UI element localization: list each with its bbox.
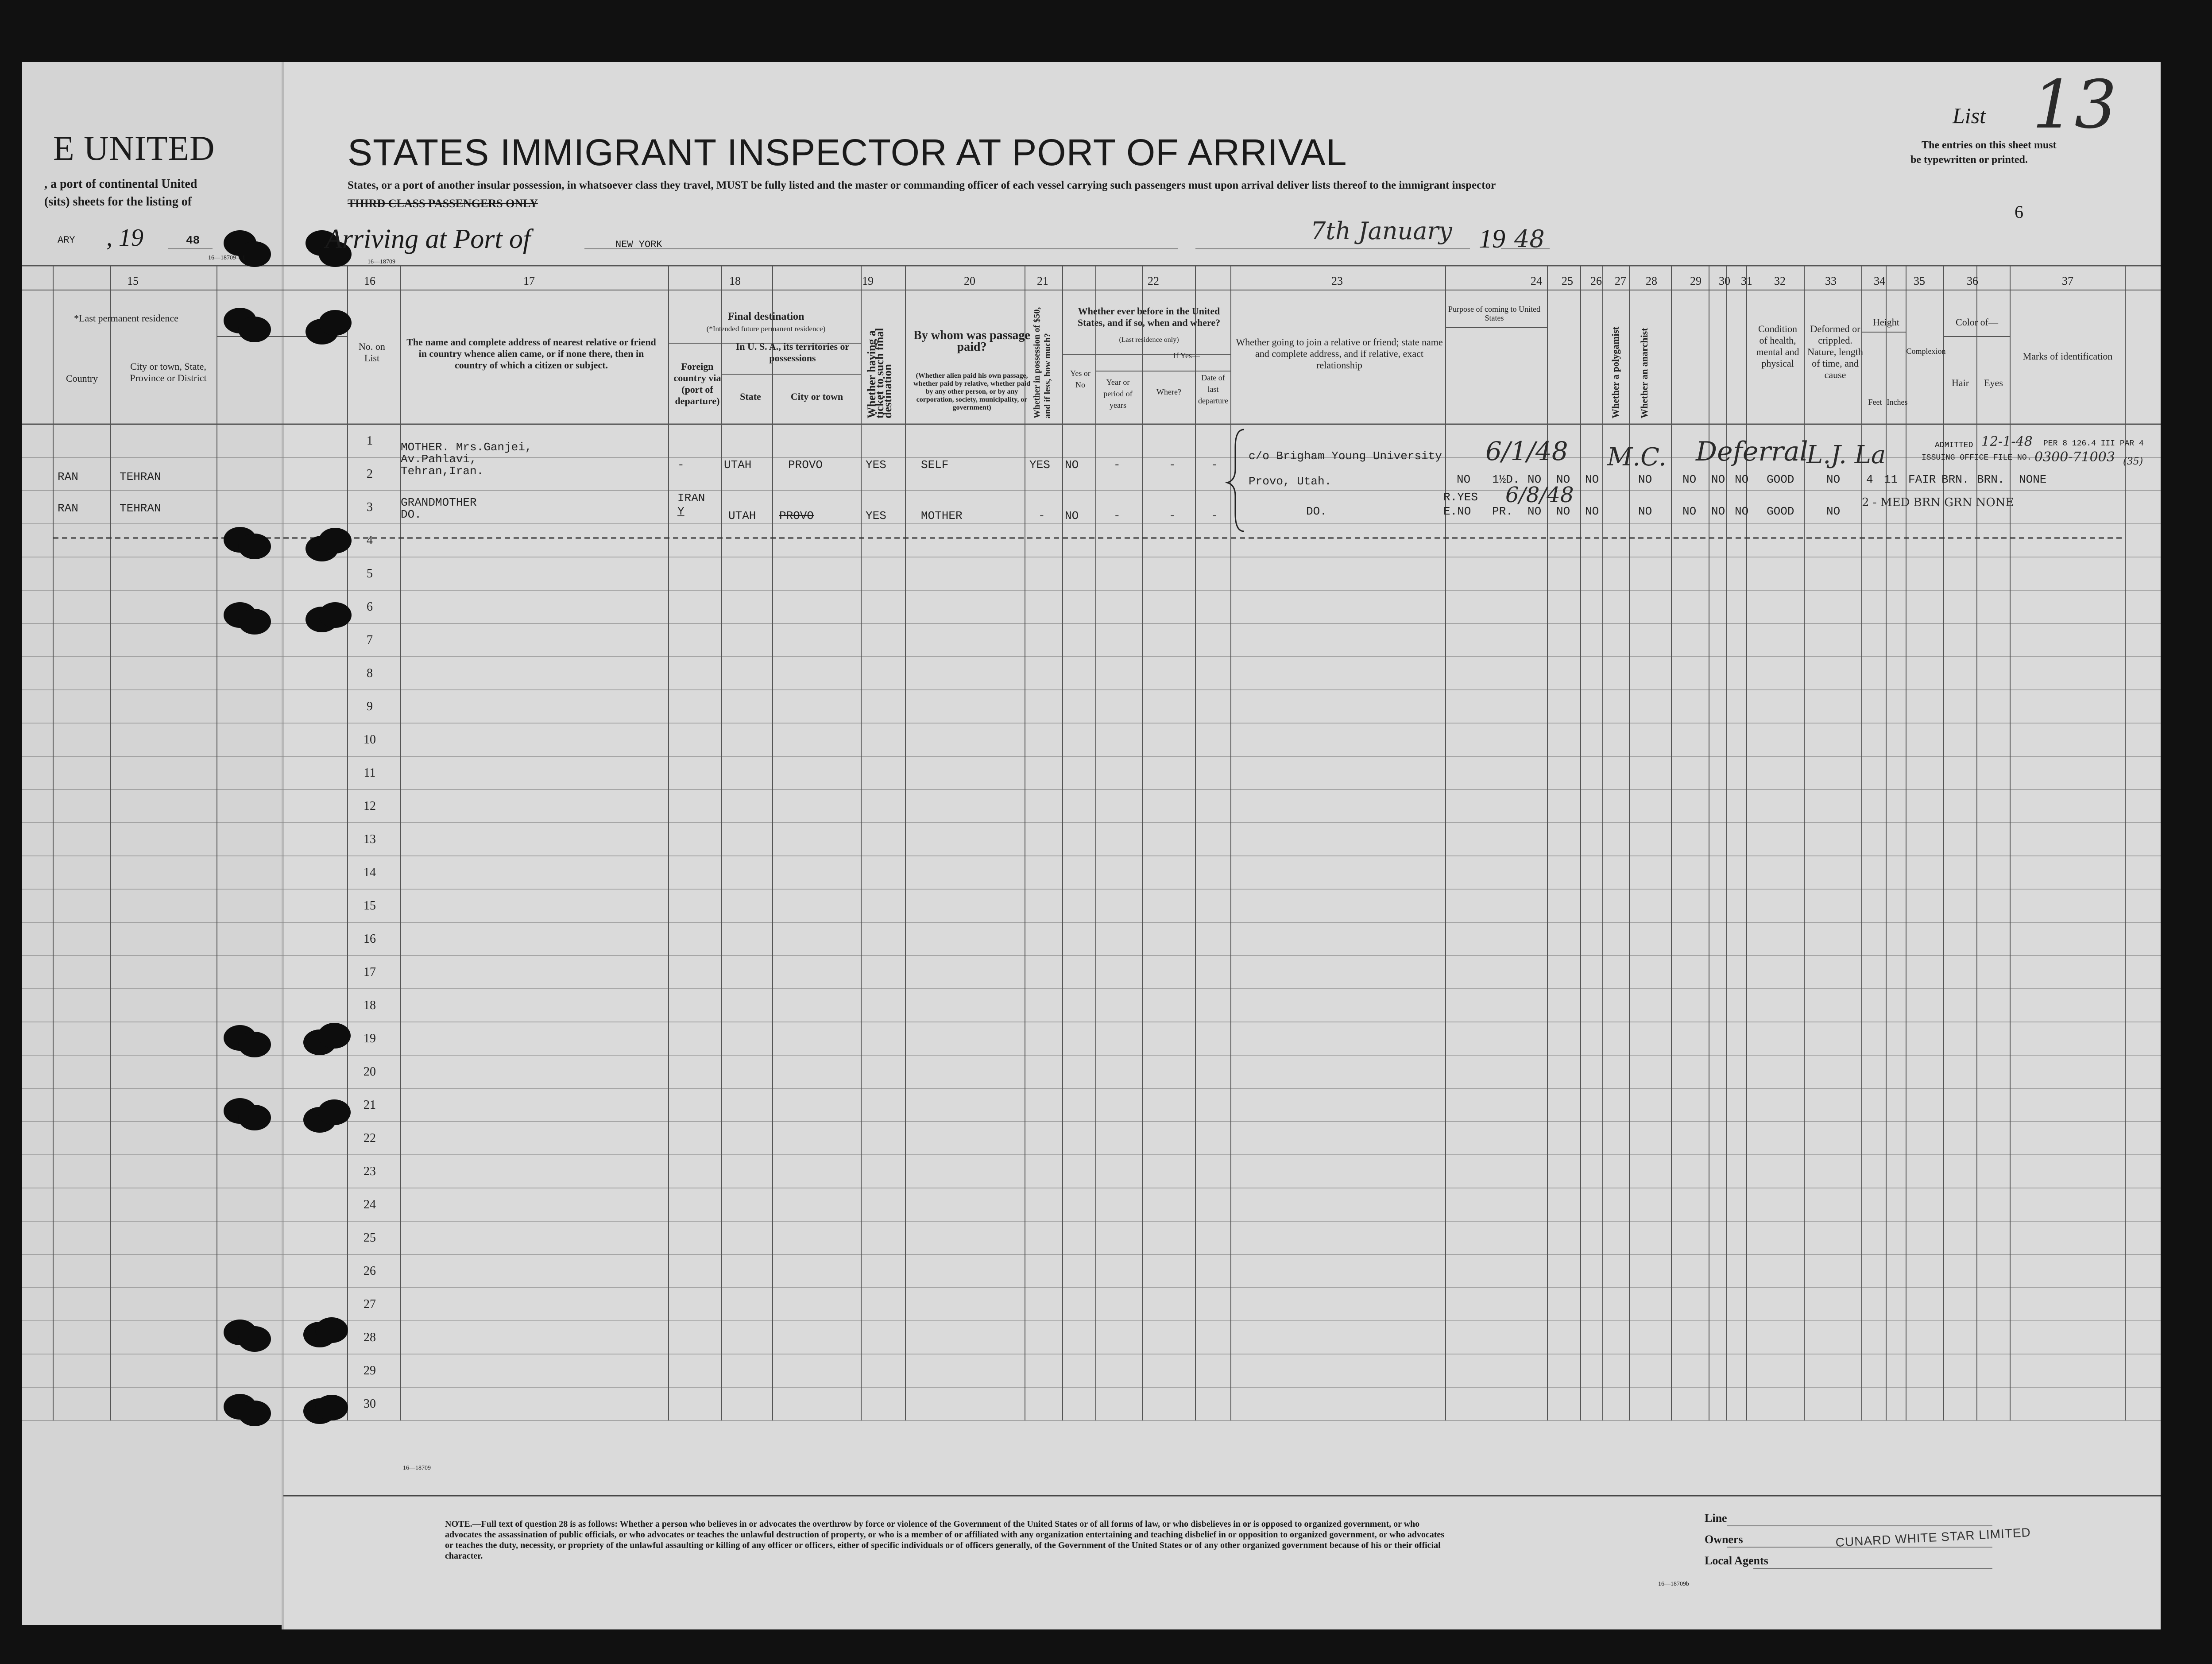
- header-city: City or town, State, Province or District: [130, 361, 207, 383]
- row1-q30: NO: [1711, 473, 1725, 486]
- row2-relative-1: GRANDMOTHER: [401, 496, 477, 509]
- arrival-day: 7th January: [1311, 217, 1452, 245]
- port-name: NEW YORK: [615, 239, 662, 250]
- row-number: 26: [364, 1264, 376, 1278]
- row1-join-2: Provo, Utah.: [1249, 475, 1332, 488]
- header-feet: Feet: [1868, 398, 1882, 406]
- row-number: 7: [367, 633, 373, 647]
- row2-where: -: [1169, 509, 1176, 522]
- row-number: 20: [364, 1065, 376, 1079]
- row2-join-1: DO.: [1306, 505, 1327, 518]
- header-city-town: City or town: [790, 391, 843, 402]
- row2-foreign-1: IRAN: [677, 491, 705, 505]
- row-number: 17: [364, 965, 376, 979]
- header-before-us: Whether ever before in the United States, and if so, when and where?: [1077, 306, 1221, 328]
- row1-feet: 4: [1866, 473, 1873, 486]
- row-number: 2: [367, 467, 373, 481]
- row-number: 8: [367, 666, 373, 680]
- header-yes-no: Yes or No: [1070, 369, 1091, 389]
- row2-q28: NO: [1638, 505, 1652, 518]
- header-color-of: Color of—: [1956, 317, 1998, 328]
- row1-q29: NO: [1682, 473, 1697, 486]
- row2-deformed: NO: [1826, 505, 1841, 518]
- row1-paid-by: SELF: [921, 458, 949, 472]
- header-hair: Hair: [1951, 377, 1969, 388]
- row1-inches: 11: [1884, 473, 1898, 486]
- admitted-ref: PER 8 126.4 III PAR 4: [2043, 439, 2144, 448]
- header-purpose: Purpose of coming to United States: [1448, 305, 1540, 322]
- row2-city: TEHRAN: [120, 502, 161, 515]
- row-number: 1: [367, 434, 373, 448]
- row-number: 14: [364, 866, 376, 879]
- row2-health: GOOD: [1767, 505, 1794, 518]
- handwritten-initials-2: L.J. La: [1806, 441, 1886, 469]
- row2-relative-2: DO.: [401, 508, 422, 521]
- row-number: 27: [364, 1297, 376, 1311]
- row1-hair: BRN.: [1941, 473, 1969, 486]
- header-complexion: Complexion: [1906, 347, 1946, 356]
- left-title: E UNITED: [53, 129, 215, 167]
- row-number: 5: [367, 567, 373, 580]
- header-paid-by: By whom was passage paid?: [913, 329, 1030, 354]
- row1-city-dest: PROVO: [788, 458, 823, 472]
- row-number: 23: [364, 1165, 376, 1178]
- row1-marks: NONE: [2019, 473, 2047, 486]
- file-label: ISSUING OFFICE FILE NO.: [1922, 453, 2032, 462]
- header-join-relative: Whether going to join a relative or friend; state name and complete address, and if relative, exact relationship: [1236, 337, 1443, 371]
- row1-q26: NO: [1556, 473, 1570, 486]
- footer-line-label: Line: [1705, 1512, 1727, 1525]
- row-number: 4: [367, 534, 373, 547]
- header-where: Where?: [1156, 387, 1181, 396]
- row2-before: NO: [1065, 509, 1079, 522]
- row-number: 10: [364, 733, 376, 747]
- header-state: State: [740, 391, 761, 402]
- header-no-on-list: No. on List: [359, 341, 385, 364]
- header-anarchist: Whether an anarchist: [1639, 328, 1650, 418]
- row1-complexion: FAIR: [1908, 473, 1936, 486]
- header-marks: Marks of identification: [2023, 351, 2113, 362]
- row-number: 28: [364, 1331, 376, 1344]
- form-code-1: 16—18709—1: [208, 255, 245, 261]
- handwritten-row2-details: 2 - MED BRN GRN NONE: [1862, 496, 2014, 509]
- row-number: 16: [364, 932, 376, 946]
- row-number: 6: [367, 600, 373, 614]
- header-final-destination: Final destination: [727, 311, 804, 322]
- arrival-year: 48: [1514, 225, 1545, 253]
- row1-q31: NO: [1735, 473, 1749, 486]
- row1-before: NO: [1065, 458, 1079, 472]
- row1-purpose-b: 1½D.: [1492, 473, 1520, 486]
- header-height: Height: [1873, 317, 1899, 328]
- row2-paid-by: MOTHER: [921, 509, 963, 522]
- left-line-2: (sits) sheets for the listing of: [44, 195, 192, 209]
- row-number: 30: [364, 1397, 376, 1411]
- header-year: Year or period of years: [1103, 378, 1133, 410]
- row2-money: -: [1038, 509, 1045, 522]
- row-number: 13: [364, 832, 376, 846]
- class-note: THIRD CLASS PASSENGERS ONLY: [348, 197, 538, 210]
- file-number: 0300-71003: [2034, 449, 2115, 465]
- left-date-year: , 19: [106, 224, 143, 252]
- row1-q27: NO: [1585, 473, 1599, 486]
- footer-agents-label: Local Agents: [1705, 1554, 1768, 1567]
- row1-q28: NO: [1638, 473, 1652, 486]
- row2-q27: NO: [1585, 505, 1599, 518]
- page-number: 6: [2015, 202, 2023, 222]
- header-foreign-country: Foreign country via (port of departure): [673, 361, 721, 406]
- header-health: Condition of health, mental and physical: [1756, 323, 1799, 369]
- row-number: 21: [364, 1098, 376, 1112]
- row1-state: UTAH: [724, 458, 752, 472]
- form-subtitle: States, or a port of another insular possession, in whatsoever class they travel, MUST be fully listed and the master or commanding officer of each vessel carrying such passengers must upon arrival deliver lists thereof to the immigrant inspector: [348, 179, 1496, 191]
- header-date: Date of last departure: [1198, 373, 1228, 405]
- row1-join-1: c/o Brigham Young University: [1249, 449, 1442, 463]
- admitted-date: 12-1-48: [1981, 434, 2033, 449]
- footer-owners-label: Owners: [1705, 1533, 1743, 1546]
- header-final-destination-sub: (*Intended future permanent residence): [706, 325, 826, 333]
- row1-q25: NO: [1528, 473, 1542, 486]
- row1-year: -: [1114, 458, 1121, 472]
- row2-city-dest: PROVO: [779, 509, 814, 522]
- row1-where: -: [1169, 458, 1176, 472]
- list-note-1: The entries on this sheet must: [1922, 139, 2057, 151]
- row-number: 29: [364, 1364, 376, 1378]
- row-number: 22: [364, 1131, 376, 1145]
- row1-ticket: YES: [866, 458, 886, 472]
- row2-purpose-a: R.YES: [1443, 491, 1478, 504]
- left-date-prefix: ARY: [58, 235, 75, 246]
- header-last-residence: *Last permanent residence: [74, 313, 178, 324]
- handwritten-date-2: 6/8/48: [1505, 483, 1574, 507]
- row1-money: YES: [1029, 458, 1050, 472]
- left-date-year-typed: 48: [186, 234, 200, 247]
- header-ticket: Whether having a ticket to such final destination: [865, 328, 894, 418]
- footer-note: NOTE.—Full text of question 28 is as follows: Whether a person who believes in or advocates the overthrow by force or violence of the Government of the United States or of all forms of law, or who disbelieves in or is opposed to organized government, or who advocates the assassination of public officials, or who advocates or teaches the unlawful destruction of property, or who is a member of or affiliated with any organization entertaining and teaching disbelief in or opposition to organized government, or who advocates or teaches the duty, necessity, or propriety of the unlawful assaulting or killing of any officer or officers, either of specific individuals or of officers generally, of the Government of the United States or of any other organized government because of his or their official character.: [445, 1519, 1445, 1561]
- row1-city: TEHRAN: [120, 470, 161, 484]
- row1-purpose-a: NO: [1457, 473, 1471, 486]
- cunard-stamp: CUNARD WHITE STAR LIMITED: [1835, 1525, 2031, 1549]
- header-inches: Inches: [1887, 398, 1908, 406]
- form-code-3: 16—18709: [403, 1465, 431, 1471]
- row2-q26: NO: [1556, 505, 1570, 518]
- row2-year: -: [1114, 509, 1121, 522]
- header-deformed: Deformed or crippled. Nature, length of time, and cause: [1807, 323, 1863, 380]
- admitted-label: ADMITTED: [1935, 441, 1973, 450]
- header-before-us-sub: (Last residence only): [1119, 336, 1179, 344]
- arriving-label: Arriving at Port of: [325, 224, 531, 254]
- row-number: 3: [367, 500, 373, 514]
- row-number: 18: [364, 998, 376, 1012]
- row-number: 15: [364, 899, 376, 913]
- row2-state: UTAH: [728, 509, 756, 522]
- row1-foreign: -: [677, 458, 684, 472]
- header-eyes: Eyes: [1984, 377, 2003, 388]
- row2-q29: NO: [1682, 505, 1697, 518]
- row2-q31: NO: [1735, 505, 1749, 518]
- header-in-usa: In U. S. A., its territories or possessions: [735, 341, 850, 364]
- arrival-year-prefix: 19: [1479, 224, 1505, 253]
- row-number: 12: [364, 799, 376, 813]
- header-relative: The name and complete address of nearest relative or friend in country whence alien came, or if none there, then in country of which a citizen or subject.: [406, 337, 656, 371]
- list-number: 13: [2032, 66, 2117, 143]
- header-if-yes: If Yes—: [1173, 351, 1200, 360]
- row2-q30: NO: [1711, 505, 1725, 518]
- brace-mark: [1227, 430, 1244, 531]
- row-number: 19: [364, 1032, 376, 1045]
- handwritten-date-1: 6/1/48: [1485, 436, 1568, 466]
- form-title: STATES IMMIGRANT INSPECTOR AT PORT OF ARRIVAL: [348, 132, 1347, 173]
- row2-q25: NO: [1528, 505, 1542, 518]
- form-code-2: 16—18709: [367, 259, 395, 265]
- row-number: 25: [364, 1231, 376, 1245]
- row1-country: RAN: [58, 470, 78, 484]
- file-suffix: (35): [2123, 456, 2143, 467]
- header-country: Country: [66, 373, 98, 384]
- list-note-2: be typewritten or printed.: [1910, 154, 2028, 166]
- row1-deformed: NO: [1826, 473, 1841, 486]
- row-number: 11: [364, 766, 376, 780]
- row2-purpose-c: PR.: [1492, 505, 1513, 518]
- row2-purpose-b: E.NO: [1443, 505, 1471, 518]
- handwritten-deferral: Deferral: [1696, 436, 1808, 467]
- row2-country: RAN: [58, 502, 78, 515]
- form-code-4: 16—18709b: [1658, 1581, 1689, 1587]
- row1-relative-2: Av.Pahlavi,: [401, 453, 477, 466]
- row2-foreign-2: Y: [677, 505, 684, 518]
- row-number: 24: [364, 1198, 376, 1211]
- row1-date: -: [1211, 458, 1218, 472]
- header-paid-by-sub: (Whether alien paid his own passage, whether paid by relative, whether paid by any other person, or by any corporation, society, municipality, or government): [913, 372, 1030, 411]
- handwritten-initials: M.C.: [1607, 443, 1667, 472]
- left-line-1: , a port of continental United: [44, 177, 197, 191]
- list-label: List: [1953, 103, 1986, 128]
- row2-date: -: [1211, 509, 1218, 522]
- row2-ticket: YES: [866, 509, 886, 522]
- header-money: Whether in possession of $50, and if less, how much?: [1032, 307, 1052, 418]
- row1-relative-1: MOTHER. Mrs.Ganjei,: [401, 441, 532, 454]
- row1-relative-3: Tehran,Iran.: [401, 464, 484, 478]
- row1-health: GOOD: [1767, 473, 1794, 486]
- row-number: 9: [367, 700, 373, 713]
- row1-eyes: BRN.: [1977, 473, 2005, 486]
- header-polygamist: Whether a polygamist: [1610, 326, 1621, 418]
